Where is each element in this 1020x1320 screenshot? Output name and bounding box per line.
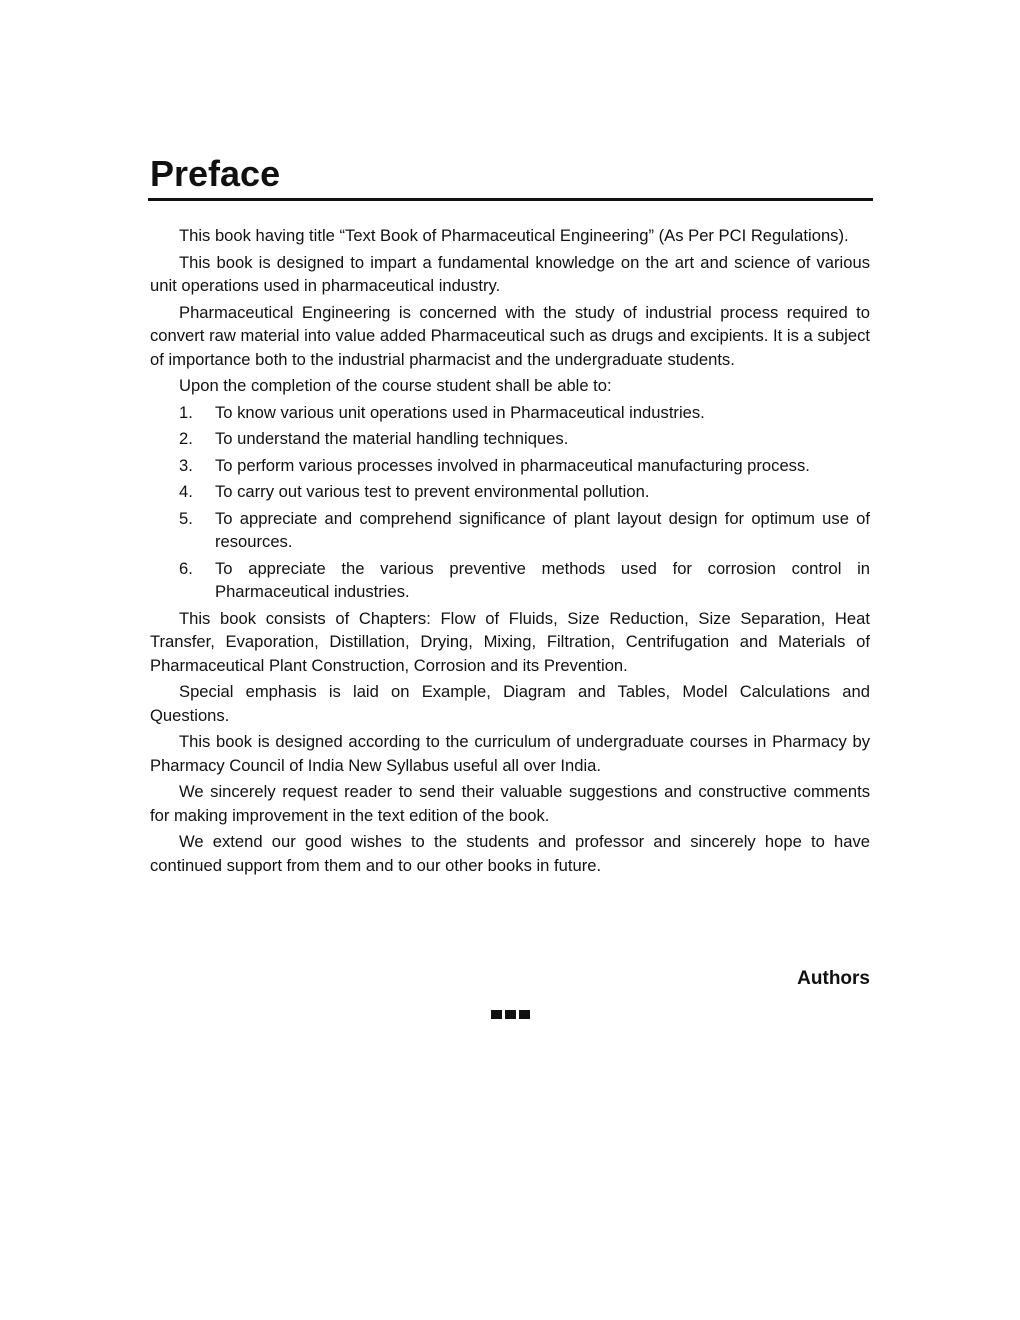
- outro-paragraph: We sincerely request reader to send their valuable suggestions and constructive comments for making improvement in the text edition of the book.: [150, 782, 870, 825]
- list-item-text: To carry out various test to prevent environmental pollution.: [215, 482, 650, 501]
- outro-paragraph: We extend our good wishes to the students and professor and sincerely hope to have continued support from them and to our other books in future.: [150, 832, 870, 875]
- list-number: 3.: [179, 455, 193, 475]
- intro-paragraph: Pharmaceutical Engineering is concerned with the study of industrial process required to convert raw material into value added Pharmaceutical such as drugs and excipients. It is a subject of importance both to the industrial pharmacist and the undergraduate students.: [150, 302, 870, 369]
- title-underline: [148, 198, 873, 201]
- list-item-text: To appreciate and comprehend significance of plant layout design for optimum use of resources.: [215, 508, 870, 551]
- list-item: [150, 427, 870, 451]
- outro-paragraph: This book is designed according to the curriculum of undergraduate courses in Pharmacy by Pharmacy Council of India New Syllabus useful all over India.: [150, 732, 870, 775]
- list-item: [150, 401, 870, 425]
- intro-paragraph: This book having title “Text Book of Pharmaceutical Engineering” (As Per PCI Regulations).: [179, 226, 849, 245]
- page-title: Preface: [150, 153, 281, 194]
- list-number: 4.: [179, 482, 193, 501]
- end-of-section-mark: [491, 1010, 530, 1019]
- list-item: [150, 557, 870, 604]
- list-number: 5.: [179, 508, 193, 528]
- preface-body: [150, 224, 870, 880]
- objectives-lead: Upon the completion of the course student shall be able to:: [179, 376, 612, 395]
- outro-paragraph: This book consists of Chapters: Flow of Fluids, Size Reduction, Size Separation, Heat Transfer, Evaporation, Distillation, Drying, Mixing, Filtration, Centrifugation and Materials of Pharmaceutical Plant Construction, Corrosion and its Prevention.: [150, 608, 870, 675]
- list-item: [150, 507, 870, 554]
- list-number: 6.: [179, 558, 193, 578]
- list-item-text: To perform various processes involved in pharmaceutical manufacturing process.: [215, 455, 810, 475]
- end-square-icon: [491, 1010, 502, 1019]
- list-item-text: To know various unit operations used in Pharmaceutical industries.: [215, 402, 705, 422]
- end-square-icon: [519, 1010, 530, 1019]
- list-item-text: To understand the material handling techniques.: [215, 429, 569, 448]
- list-number: 2.: [179, 429, 193, 448]
- intro-paragraph: This book is designed to impart a fundamental knowledge on the art and science of various unit operations used in pharmaceutical industry.: [150, 252, 870, 295]
- list-item-text: To appreciate the various preventive methods used for corrosion control in Pharmaceutical industries.: [215, 558, 870, 601]
- objectives-list: [150, 401, 870, 604]
- authors-signature: Authors: [797, 968, 870, 989]
- list-item: [150, 454, 870, 478]
- list-item: [150, 480, 870, 504]
- list-number: 1.: [179, 402, 193, 422]
- end-square-icon: [505, 1010, 516, 1019]
- outro-paragraph: Special emphasis is laid on Example, Diagram and Tables, Model Calculations and Questions.: [150, 682, 870, 725]
